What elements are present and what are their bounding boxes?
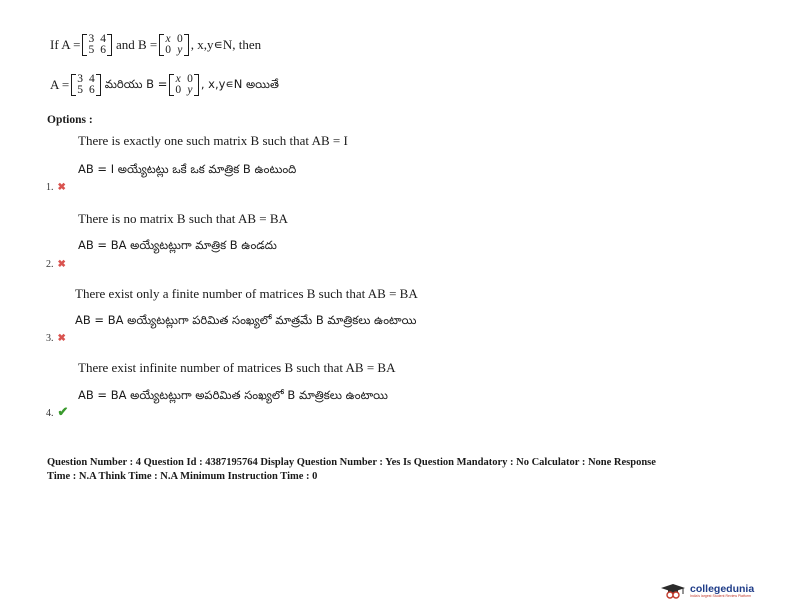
brand-name: collegedunia (690, 583, 755, 595)
question-te-suffix: , x,y∊N అయితే (200, 76, 279, 91)
question-te (50, 74, 279, 96)
question-en-mid: and B = (115, 37, 158, 52)
option-4-marker (46, 403, 68, 421)
metadata-line-1: Question Number : 4 Question Id : 4387195764 Display Question Number : Yes Is Question Mandatory : No Calculator : None Response (47, 457, 656, 468)
check-icon: ✔ (57, 404, 69, 419)
question-en (50, 34, 261, 56)
option-1-marker (46, 177, 66, 195)
option-1-number: 1. (46, 182, 54, 193)
cross-icon: ✖ (57, 333, 66, 344)
metadata-line-2: Time : N.A Think Time : N.A Minimum Instruction Time : 0 (47, 471, 318, 482)
matrix-b: x 0 0 y (159, 34, 189, 56)
brand-tagline: India's largest Student Review Platform (690, 594, 751, 598)
option-1-te: AB = I అయ్యేటట్లు ఒకే ఒక మాత్రిక B ఉంటుంది (78, 162, 297, 176)
option-3-number: 3. (46, 333, 54, 344)
cross-icon: ✖ (57, 182, 66, 193)
graduation-cap-icon (660, 583, 686, 599)
option-4-te: AB = BA అయ్యేటట్లుగా అపరిమిత సంఖ్యలో B మాత్రికలు ఉంటాయి (78, 388, 388, 402)
options-label: Options : (47, 114, 93, 126)
question-te-prefix: A = (50, 77, 70, 92)
collegedunia-logo[interactable] (660, 583, 754, 599)
question-en-suffix: , x,y∊N, then (190, 37, 262, 52)
question-en-prefix: If A = (50, 37, 81, 52)
option-2-number: 2. (46, 259, 54, 270)
matrix-b-te: x 0 0 y (169, 74, 199, 96)
option-3-marker (46, 328, 66, 346)
matrix-a-te: 3 4 5 6 (71, 74, 101, 96)
cross-icon: ✖ (57, 259, 66, 270)
matrix-a: 3 4 5 6 (82, 34, 112, 56)
option-4-en: There exist infinite number of matrices B such that AB = BA (78, 360, 396, 375)
option-1-en: There is exactly one such matrix B such that AB = I (78, 133, 348, 148)
option-3-te: AB = BA అయ్యేటట్లుగా పరిమిత సంఖ్యలో మాత్రమే B మాత్రికలు ఉంటాయి (75, 313, 417, 327)
option-2-te: AB = BA అయ్యేటట్లుగా మాత్రిక B ఉండదు (78, 238, 277, 252)
question-te-mid: మరియు B = (104, 76, 168, 91)
option-2-marker (46, 254, 66, 272)
option-2-en: There is no matrix B such that AB = BA (78, 211, 288, 226)
question-metadata (47, 456, 656, 484)
option-3-en: There exist only a finite number of matrices B such that AB = BA (75, 286, 418, 301)
option-4-number: 4. (46, 408, 54, 419)
